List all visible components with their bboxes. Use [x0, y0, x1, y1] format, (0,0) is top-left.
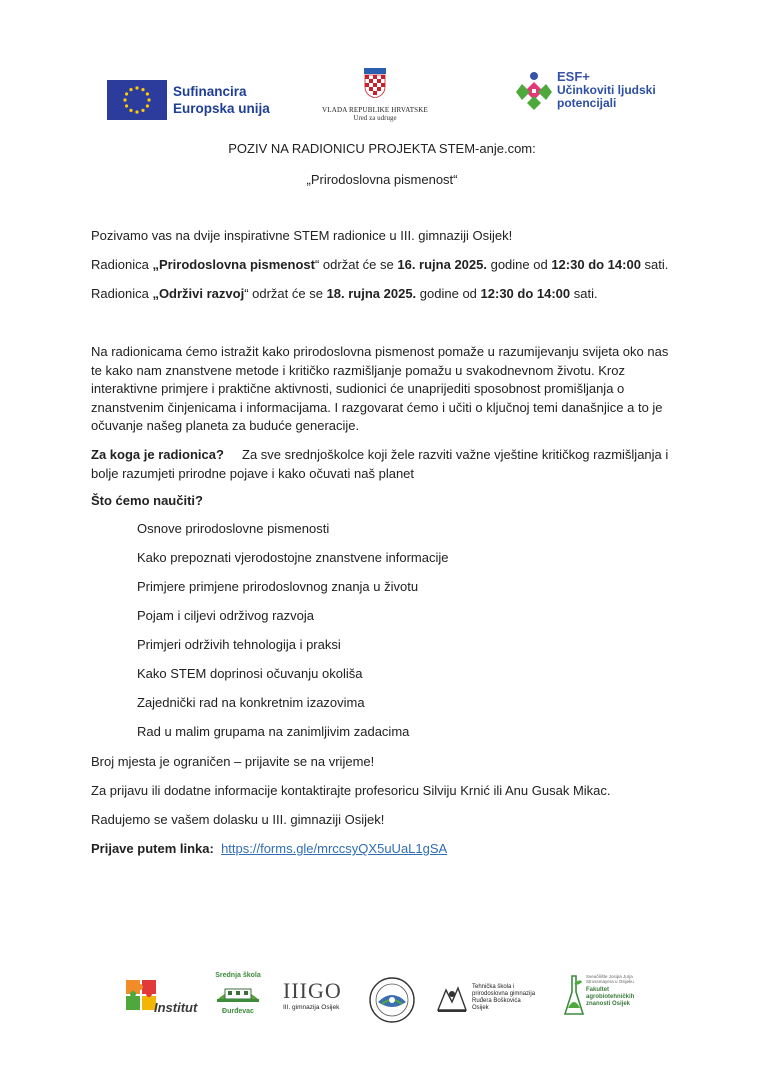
eu-line2: Europska unija	[173, 101, 270, 116]
workshop2-date: 18. rujna 2025.	[326, 286, 417, 301]
audience-text: Za sve srednjoškolce koji žele razviti važne vještine kritičkog razmišljanja i bolje razumjeti prirodne pojave i kako očuvati naš planet	[91, 447, 669, 481]
school1-line2: Đurđevac	[222, 1008, 254, 1015]
description-paragraph: Na radionicama ćemo istražit kako prirodoslovna pismenost pomaže u razumijevanju svijeta oko nas te kako nam znanstvene metode i kritičko razmišljanje pomažu u svakodnevnom životu. Kroz interaktivne primjere i praktične aktivnosti, sudionici će unaprijediti sposobnost promišljanja o znanstvenim činjenicama i informacijama. I razgovarat ćemo i učiti o ključnoj temi današnjice a to je očuvanje našeg planeta za buduće generacije.	[91, 344, 669, 433]
audience-label: Za koga je radionica?	[91, 447, 224, 462]
institut-logo	[124, 976, 200, 1020]
workshop2-time: 12:30 do 14:00	[480, 286, 571, 301]
workshop2-mid2: godine od	[416, 286, 481, 301]
list-item: Pojam i ciljevi održivog razvoja	[137, 608, 315, 623]
fak-line3: znanosti Osijek	[586, 1001, 631, 1007]
contact-text: Za prijavu ili dodatne informacije kontaktirajte profesoricu Silviju Krnić ili Anu Gusak Mikac.	[91, 783, 611, 798]
tech-line2: prirodoslovna gimnazija	[472, 991, 536, 997]
workshop2-name: „Održivi razvoj	[152, 286, 245, 301]
fak-line2: agrobiotehničkih	[586, 994, 635, 1000]
croatian-government-logo	[320, 68, 430, 122]
workshop2-line	[91, 285, 598, 304]
iii-logo-mark: IIIGO	[283, 978, 342, 1003]
document-subtitle: „Prirodoslovna pismenost“	[306, 172, 458, 187]
workshop1-mid2: godine od	[486, 257, 552, 272]
workshop2-suffix: sati.	[570, 286, 598, 301]
learn-heading: Što ćemo naučiti?	[91, 493, 203, 508]
tech-line4: Osijek	[472, 1005, 489, 1011]
srednja-skola-durdevac-logo	[208, 972, 268, 1026]
tehnicka-skola-logo	[436, 980, 536, 1024]
list-item: Primjeri održivih tehnologija i praksi	[137, 637, 341, 652]
round-seal-logo	[368, 976, 416, 1029]
fak-small: Sveučilište Josipa Jurja Strossmayera u Osijeku	[586, 974, 634, 984]
eu-flag-icon	[107, 80, 167, 120]
workshop1-mid: “ održat će se	[314, 257, 398, 272]
tech-school-emblem-icon	[436, 984, 468, 1014]
list-item: Zajednički rad na konkretnim izazovima	[137, 695, 365, 710]
list-item: Kako STEM doprinosi očuvanju okoliša	[137, 666, 363, 681]
signup-link[interactable]: https://forms.gle/mrccsyQX5uUaL1gSA	[221, 841, 448, 856]
iii-gimnazija-osijek-logo	[283, 978, 351, 1022]
logo-header	[0, 64, 764, 134]
intro-text: Pozivamo vas na dvije inspirativne STEM radionice u III. gimnaziji Osijek!	[91, 228, 513, 243]
fakultet-agrobiotehnickih-logo	[564, 970, 652, 1026]
fak-line1: Fakultet	[586, 987, 610, 993]
workshop1-name: „Prirodoslovna pismenost	[152, 257, 315, 272]
list-item: Kako prepoznati vjerodostojne znanstvene informacije	[137, 550, 449, 565]
eu-cofinancing-logo	[107, 80, 270, 120]
eu-line1: Sufinancira	[173, 84, 247, 99]
workshop1-date: 16. rujna 2025.	[397, 257, 487, 272]
audience-paragraph	[91, 446, 679, 483]
esf-logo	[516, 70, 656, 110]
signup-line	[91, 840, 447, 859]
list-item: Rad u malim grupama na zanimljivim zadacima	[137, 724, 410, 739]
list-item: Osnove prirodoslovne pismenosti	[137, 521, 330, 536]
workshop1-line	[91, 256, 668, 275]
workshop1-suffix: sati.	[640, 257, 669, 272]
seal-icon	[368, 976, 416, 1024]
institut-text: Institut	[154, 1000, 198, 1015]
school-building-icon	[215, 979, 261, 1003]
gov-line1: VLADA REPUBLIKE HRVATSKE	[321, 106, 428, 114]
partner-logos-footer	[0, 968, 764, 1028]
gov-line2: Ured za udruge	[353, 114, 397, 122]
croatian-coat-of-arms-icon	[363, 68, 387, 98]
workshop1-time: 12:30 do 14:00	[551, 257, 641, 272]
esf-brand: ESF+	[557, 69, 590, 84]
iii-caption: III. gimnazija Osijek	[283, 1004, 340, 1011]
tech-line3: Ruđera Boškovića	[472, 998, 521, 1004]
workshop2-prefix: Radionica	[91, 286, 153, 301]
list-item: Primjere primjene prirodoslovnog znanja u životu	[137, 579, 419, 594]
workshop2-mid: “ održat će se	[244, 286, 327, 301]
esf-line1: Učinkoviti ljudski	[557, 83, 656, 97]
limited-notice: Broj mjesta je ograničen – prijavite se na vrijeme!	[91, 754, 375, 769]
workshop1-prefix: Radionica	[91, 257, 153, 272]
welcome-text: Radujemo se vašem dolasku u III. gimnaziji Osijek!	[91, 812, 385, 827]
document-title: POZIV NA RADIONICU PROJEKTA STEM-anje.com:	[228, 141, 536, 156]
esf-flower-icon	[516, 70, 552, 110]
flask-leaf-icon	[564, 974, 584, 1018]
tech-line1: Tehnička škola i	[472, 984, 515, 990]
signup-label: Prijave putem linka:	[91, 841, 214, 856]
esf-line2: potencijali	[557, 96, 617, 110]
school1-line1: Srednja škola	[215, 972, 261, 979]
